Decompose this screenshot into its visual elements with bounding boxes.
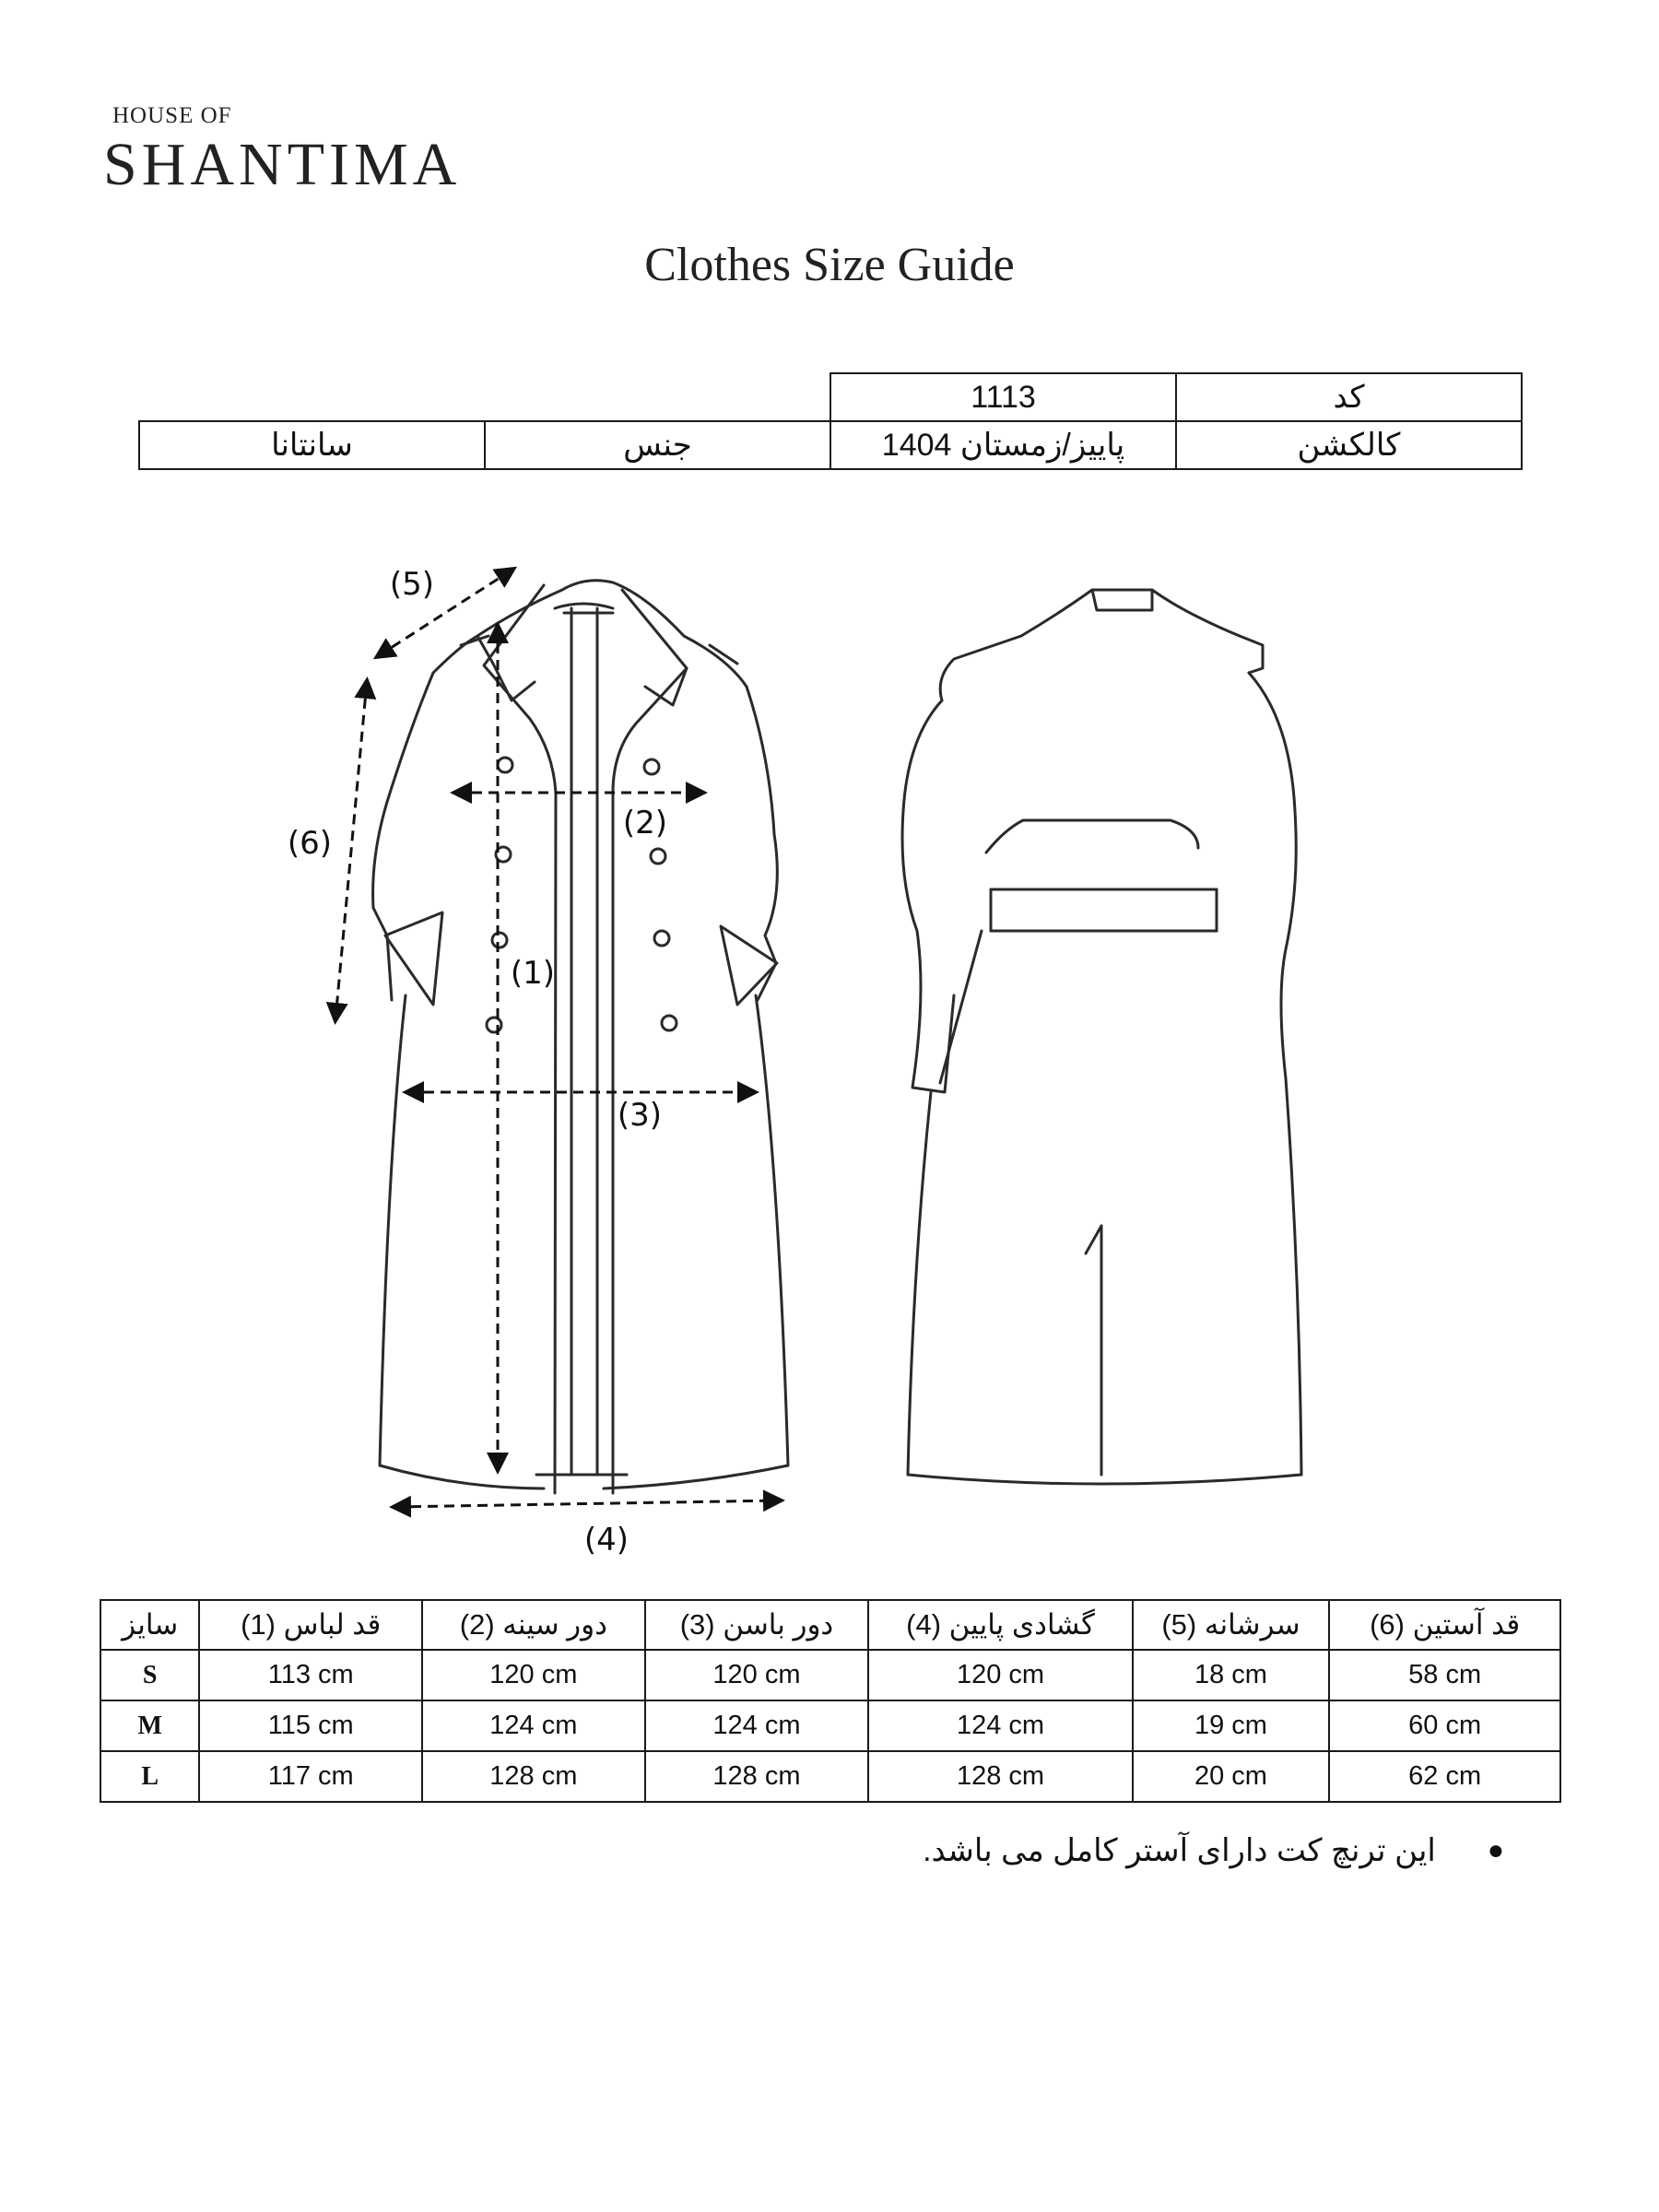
code-label: کد	[1176, 373, 1522, 421]
coat-sketch	[0, 535, 1659, 1558]
coat-front-drawing	[373, 581, 788, 1493]
material-value: سانتانا	[139, 421, 485, 469]
table-cell: 62 cm	[1329, 1751, 1560, 1802]
label-m1: (1)	[510, 955, 556, 992]
collection-value: پاییز/زمستان 1404	[830, 421, 1176, 469]
table-row	[100, 1650, 1560, 1700]
label-m4: (4)	[583, 1522, 629, 1558]
table-cell: 115 cm	[199, 1700, 422, 1751]
size-table-header	[100, 1600, 1560, 1650]
table-cell: 20 cm	[1133, 1751, 1330, 1802]
coat-back-drawing	[902, 590, 1301, 1484]
size-cell: S	[100, 1650, 199, 1700]
collection-label: کالکشن	[1176, 421, 1522, 469]
table-row	[100, 1700, 1560, 1751]
table-cell: 128 cm	[868, 1751, 1132, 1802]
material-label: جنس	[485, 421, 830, 469]
size-cell: L	[100, 1751, 199, 1802]
table-cell: 120 cm	[645, 1650, 869, 1700]
table-cell: 128 cm	[645, 1751, 869, 1802]
size-chart-table	[100, 1599, 1561, 1803]
product-info-table	[138, 372, 1523, 470]
table-cell: 18 cm	[1133, 1650, 1330, 1700]
header-hem: (4) گشادی پایین	[868, 1600, 1132, 1650]
note-text: این ترنچ کت دارای آستر کامل می باشد.	[923, 1833, 1436, 1868]
label-m3: (3)	[617, 1097, 663, 1134]
table-cell: 19 cm	[1133, 1700, 1330, 1751]
table-cell: 113 cm	[199, 1650, 422, 1700]
page-title: Clothes Size Guide	[644, 239, 1015, 291]
label-m2: (2)	[622, 805, 668, 841]
table-cell: 60 cm	[1329, 1700, 1560, 1751]
brand-logo	[103, 103, 462, 198]
table-cell: 124 cm	[645, 1700, 869, 1751]
brand-top-text: HOUSE OF	[112, 103, 232, 128]
label-m6: (6)	[287, 825, 333, 862]
size-cell: M	[100, 1700, 199, 1751]
header-shoulder: (5) سرشانه	[1133, 1600, 1330, 1650]
table-cell: 58 cm	[1329, 1650, 1560, 1700]
header-chest: (2) دور سینه	[422, 1600, 645, 1650]
table-cell: 117 cm	[199, 1751, 422, 1802]
table-cell: 120 cm	[868, 1650, 1132, 1700]
table-cell: 120 cm	[422, 1650, 645, 1700]
brand-name: SHANTIMA	[103, 131, 462, 198]
header-length: (1) قد لباس	[199, 1600, 422, 1650]
arrow-sleeve	[335, 682, 367, 1019]
table-cell: 124 cm	[868, 1700, 1132, 1751]
header-sleeve: (6) قد آستین	[1329, 1600, 1560, 1650]
table-row	[100, 1751, 1560, 1802]
label-m5: (5)	[389, 566, 435, 603]
bullet-icon: ●	[1487, 1835, 1504, 1865]
arrow-hem	[394, 1500, 780, 1507]
header-size: سایز	[100, 1600, 199, 1650]
table-cell: 128 cm	[422, 1751, 645, 1802]
header-hip: (3) دور باسن	[645, 1600, 869, 1650]
lining-note	[923, 1832, 1504, 1869]
table-cell: 124 cm	[422, 1700, 645, 1751]
code-value: 1113	[830, 373, 1176, 421]
